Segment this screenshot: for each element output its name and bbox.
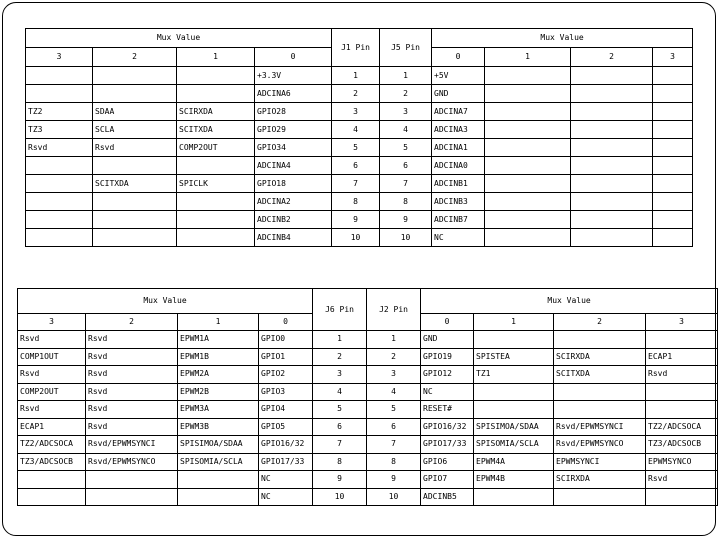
table-cell: GPIO0 — [259, 331, 313, 349]
table-cell: SCIRXDA — [177, 103, 255, 121]
table-cell: GPIO5 — [259, 418, 313, 436]
pin-number-cell: 4 — [380, 121, 432, 139]
table-cell: GPIO17/33 — [259, 453, 313, 471]
table-row — [18, 418, 718, 436]
table-cell — [571, 211, 653, 229]
mux-value-left-label: Mux Value — [26, 29, 332, 48]
table1-header-row — [26, 29, 693, 48]
pin-number-cell: 6 — [332, 157, 380, 175]
table-cell — [571, 103, 653, 121]
table-cell: NC — [432, 229, 485, 247]
table-cell — [646, 488, 718, 506]
table-cell — [653, 193, 693, 211]
table-cell — [653, 157, 693, 175]
pin-number-cell: 2 — [367, 348, 421, 366]
table-cell — [485, 157, 571, 175]
table-cell: ADCINB3 — [432, 193, 485, 211]
table-cell: Rsvd/EPWMSYNCI — [554, 418, 646, 436]
table-cell — [26, 211, 93, 229]
pin-number-cell: 3 — [367, 366, 421, 384]
pin-number-cell: 10 — [367, 488, 421, 506]
pin-number-cell: 5 — [367, 401, 421, 419]
table-cell: COMP1OUT — [18, 348, 86, 366]
pin-number-cell: 2 — [313, 348, 367, 366]
table-cell: TZ2/ADCSOCA — [646, 418, 718, 436]
table-row — [26, 67, 693, 85]
table-cell: +5V — [432, 67, 485, 85]
table-cell: SCLA — [93, 121, 177, 139]
table-cell: GPIO4 — [259, 401, 313, 419]
table-cell — [26, 67, 93, 85]
table-cell: Rsvd — [18, 331, 86, 349]
table-row — [26, 103, 693, 121]
table-cell: SPISOMIA/SCLA — [178, 453, 259, 471]
table-cell: TZ2 — [26, 103, 93, 121]
table-cell: ADCINA6 — [255, 85, 332, 103]
table-cell — [653, 121, 693, 139]
mux-col-header: 0 — [432, 48, 485, 67]
table-row — [26, 85, 693, 103]
table-cell: GPIO3 — [259, 383, 313, 401]
table-cell — [178, 488, 259, 506]
table2-header-row — [18, 289, 718, 314]
mux-col-header: 0 — [421, 314, 474, 331]
mux-value-right-label: Mux Value — [421, 289, 718, 314]
table-cell — [571, 85, 653, 103]
table-cell: COMP2OUT — [18, 383, 86, 401]
table-cell — [646, 331, 718, 349]
j2-pin-label: J2 Pin — [367, 289, 421, 331]
pin-number-cell: 4 — [332, 121, 380, 139]
table-cell — [485, 121, 571, 139]
table-cell — [646, 383, 718, 401]
table-cell: GPIO18 — [255, 175, 332, 193]
table-cell: GPIO2 — [259, 366, 313, 384]
pin-number-cell: 9 — [313, 471, 367, 489]
table-cell: EPWM2B — [178, 383, 259, 401]
table-cell — [93, 193, 177, 211]
table-cell — [554, 383, 646, 401]
mux-col-header: 0 — [255, 48, 332, 67]
mux-col-header: 2 — [554, 314, 646, 331]
table-cell: TZ1 — [474, 366, 554, 384]
table-cell: Rsvd — [86, 383, 178, 401]
table-cell — [653, 85, 693, 103]
table-cell — [485, 229, 571, 247]
table-cell: ADCINB5 — [421, 488, 474, 506]
table-cell — [18, 471, 86, 489]
pin-number-cell: 2 — [380, 85, 432, 103]
table-cell — [485, 139, 571, 157]
table-cell — [485, 85, 571, 103]
table-cell: GPIO16/32 — [421, 418, 474, 436]
table-cell: ECAP1 — [646, 348, 718, 366]
table2-body — [18, 289, 718, 506]
table-cell: TZ3 — [26, 121, 93, 139]
table-cell — [93, 229, 177, 247]
table-cell — [571, 175, 653, 193]
table-cell: ADCINA2 — [255, 193, 332, 211]
table-cell: GPIO6 — [421, 453, 474, 471]
table-row — [26, 139, 693, 157]
table-cell — [26, 193, 93, 211]
table-cell: GND — [432, 85, 485, 103]
pin-number-cell: 4 — [367, 383, 421, 401]
table-cell: EPWM4A — [474, 453, 554, 471]
pin-number-cell: 3 — [332, 103, 380, 121]
mux-col-header: 2 — [93, 48, 177, 67]
table-cell — [653, 175, 693, 193]
table-cell: ADCINA7 — [432, 103, 485, 121]
table-cell: ADCINA4 — [255, 157, 332, 175]
table-cell — [485, 211, 571, 229]
table-cell — [18, 488, 86, 506]
table-cell: EPWMSYNCI — [554, 453, 646, 471]
table-cell — [554, 401, 646, 419]
table-cell: SDAA — [93, 103, 177, 121]
pin-number-cell: 1 — [367, 331, 421, 349]
table-cell: NC — [259, 488, 313, 506]
table-cell: EPWM1A — [178, 331, 259, 349]
table-cell: SPISIMOA/SDAA — [474, 418, 554, 436]
table-cell: GPIO29 — [255, 121, 332, 139]
mux-col-header: 2 — [86, 314, 178, 331]
table-cell: ADCINA1 — [432, 139, 485, 157]
j5-pin-label: J5 Pin — [380, 29, 432, 67]
table-cell — [485, 67, 571, 85]
mux-value-left-label: Mux Value — [18, 289, 313, 314]
table-row — [18, 436, 718, 454]
table-cell — [474, 488, 554, 506]
table-cell — [474, 401, 554, 419]
pin-number-cell: 8 — [380, 193, 432, 211]
table-cell — [485, 175, 571, 193]
table-cell: GND — [421, 331, 474, 349]
table-cell — [93, 157, 177, 175]
table-cell: ECAP1 — [18, 418, 86, 436]
table-cell: SCIRXDA — [554, 471, 646, 489]
table-cell: NC — [421, 383, 474, 401]
pin-table-j6-j2 — [17, 288, 718, 506]
table-row — [18, 383, 718, 401]
table-cell — [571, 157, 653, 175]
table-cell — [177, 193, 255, 211]
table-cell: GPIO7 — [421, 471, 474, 489]
table-cell: TZ3/ADCSOCB — [18, 453, 86, 471]
table-row — [26, 121, 693, 139]
pin-number-cell: 1 — [332, 67, 380, 85]
pin-number-cell: 5 — [380, 139, 432, 157]
pin-number-cell: 8 — [332, 193, 380, 211]
table-cell: Rsvd/EPWMSYNCO — [554, 436, 646, 454]
table-row — [18, 488, 718, 506]
table-row — [18, 401, 718, 419]
table-cell: Rsvd — [86, 348, 178, 366]
pin-number-cell: 7 — [313, 436, 367, 454]
table-cell: GPIO19 — [421, 348, 474, 366]
table-cell: +3.3V — [255, 67, 332, 85]
table-cell: Rsvd — [646, 471, 718, 489]
table-cell: GPIO12 — [421, 366, 474, 384]
table-cell: Rsvd — [86, 366, 178, 384]
table-row — [18, 348, 718, 366]
table-cell: SCITXDA — [554, 366, 646, 384]
table-row — [18, 366, 718, 384]
table-cell — [177, 85, 255, 103]
table-cell — [653, 139, 693, 157]
table-cell: Rsvd — [86, 401, 178, 419]
mux-col-header: 1 — [177, 48, 255, 67]
table-cell: EPWM3A — [178, 401, 259, 419]
pin-number-cell: 7 — [380, 175, 432, 193]
table-row — [18, 453, 718, 471]
pin-number-cell: 9 — [380, 211, 432, 229]
table-row — [26, 193, 693, 211]
table-cell — [474, 331, 554, 349]
table-cell — [571, 139, 653, 157]
mux-col-header: 1 — [485, 48, 571, 67]
table-cell — [177, 67, 255, 85]
table-cell — [571, 67, 653, 85]
table-cell — [653, 229, 693, 247]
table-cell — [93, 85, 177, 103]
table-cell: GPIO17/33 — [421, 436, 474, 454]
pin-number-cell: 3 — [380, 103, 432, 121]
table-row — [18, 331, 718, 349]
table-cell: Rsvd — [93, 139, 177, 157]
j6-pin-label: J6 Pin — [313, 289, 367, 331]
pin-number-cell: 9 — [367, 471, 421, 489]
table-cell: SPICLK — [177, 175, 255, 193]
pin-number-cell: 7 — [332, 175, 380, 193]
pin-number-cell: 1 — [313, 331, 367, 349]
table-cell: Rsvd — [646, 366, 718, 384]
table-cell: Rsvd/EPWMSYNCO — [86, 453, 178, 471]
mux-col-header: 3 — [18, 314, 86, 331]
mux-col-header: 3 — [653, 48, 693, 67]
table-cell: EPWMSYNCO — [646, 453, 718, 471]
table-row — [18, 471, 718, 489]
pin-number-cell: 5 — [332, 139, 380, 157]
mux-col-header: 3 — [646, 314, 718, 331]
table-cell — [653, 103, 693, 121]
table-cell: EPWM1B — [178, 348, 259, 366]
table-cell: GPIO28 — [255, 103, 332, 121]
table-cell — [474, 383, 554, 401]
pin-number-cell: 5 — [313, 401, 367, 419]
table-cell — [571, 193, 653, 211]
table-cell — [177, 229, 255, 247]
table-cell: TZ3/ADCSOCB — [646, 436, 718, 454]
table-cell: GPIO16/32 — [259, 436, 313, 454]
pin-number-cell: 10 — [332, 229, 380, 247]
pin-table-j1-j5 — [25, 28, 693, 247]
table-cell: NC — [259, 471, 313, 489]
pin-number-cell: 9 — [332, 211, 380, 229]
table-cell — [86, 488, 178, 506]
table-cell: ADCINB4 — [255, 229, 332, 247]
table-cell — [646, 401, 718, 419]
table-cell: GPIO34 — [255, 139, 332, 157]
table-cell — [653, 67, 693, 85]
table-cell: SPISTEA — [474, 348, 554, 366]
table-cell: GPIO1 — [259, 348, 313, 366]
table-cell: COMP2OUT — [177, 139, 255, 157]
table-cell — [178, 471, 259, 489]
table-cell: EPWM4B — [474, 471, 554, 489]
table-cell: EPWM2A — [178, 366, 259, 384]
pin-number-cell: 10 — [313, 488, 367, 506]
table-cell — [177, 211, 255, 229]
table-cell: Rsvd — [86, 331, 178, 349]
table-cell: TZ2/ADCSOCA — [18, 436, 86, 454]
table-cell: SPISIMOA/SDAA — [178, 436, 259, 454]
pin-number-cell: 6 — [367, 418, 421, 436]
table-cell — [26, 229, 93, 247]
table-cell: ADCINA3 — [432, 121, 485, 139]
pin-number-cell: 2 — [332, 85, 380, 103]
table-cell — [571, 229, 653, 247]
pin-number-cell: 1 — [380, 67, 432, 85]
table-cell: ADCINB2 — [255, 211, 332, 229]
j1-pin-label: J1 Pin — [332, 29, 380, 67]
pin-number-cell: 6 — [380, 157, 432, 175]
pin-number-cell: 7 — [367, 436, 421, 454]
table-cell — [26, 85, 93, 103]
table-cell: Rsvd — [26, 139, 93, 157]
mux-col-header: 0 — [259, 314, 313, 331]
table-cell: ADCINA0 — [432, 157, 485, 175]
table-row — [26, 175, 693, 193]
table-cell — [571, 121, 653, 139]
table-cell: ADCINB1 — [432, 175, 485, 193]
pin-number-cell: 8 — [367, 453, 421, 471]
table-cell: RESET# — [421, 401, 474, 419]
mux-col-header: 1 — [474, 314, 554, 331]
pin-number-cell: 4 — [313, 383, 367, 401]
table-cell — [554, 331, 646, 349]
table-cell: Rsvd — [18, 401, 86, 419]
table-row — [26, 157, 693, 175]
pin-number-cell: 8 — [313, 453, 367, 471]
table-cell — [93, 67, 177, 85]
pin-number-cell: 10 — [380, 229, 432, 247]
table-row — [26, 211, 693, 229]
table-cell: Rsvd/EPWMSYNCI — [86, 436, 178, 454]
table-cell: SCITXDA — [177, 121, 255, 139]
table-cell: SCITXDA — [93, 175, 177, 193]
table-cell: SPISOMIA/SCLA — [474, 436, 554, 454]
table-cell: ADCINB7 — [432, 211, 485, 229]
table-cell: Rsvd — [18, 366, 86, 384]
table1-body — [26, 29, 693, 247]
pin-number-cell: 3 — [313, 366, 367, 384]
pin-number-cell: 6 — [313, 418, 367, 436]
table-cell — [485, 103, 571, 121]
table-cell — [93, 211, 177, 229]
mux-col-header: 2 — [571, 48, 653, 67]
table-cell: SCIRXDA — [554, 348, 646, 366]
table-cell — [485, 193, 571, 211]
table-cell — [26, 175, 93, 193]
mux-col-header: 1 — [178, 314, 259, 331]
table-cell — [653, 211, 693, 229]
table-cell — [86, 471, 178, 489]
table-cell: EPWM3B — [178, 418, 259, 436]
mux-col-header: 3 — [26, 48, 93, 67]
table-cell: Rsvd — [86, 418, 178, 436]
table-cell — [177, 157, 255, 175]
table-row — [26, 229, 693, 247]
table-cell — [554, 488, 646, 506]
table-cell — [26, 157, 93, 175]
mux-value-right-label: Mux Value — [432, 29, 693, 48]
